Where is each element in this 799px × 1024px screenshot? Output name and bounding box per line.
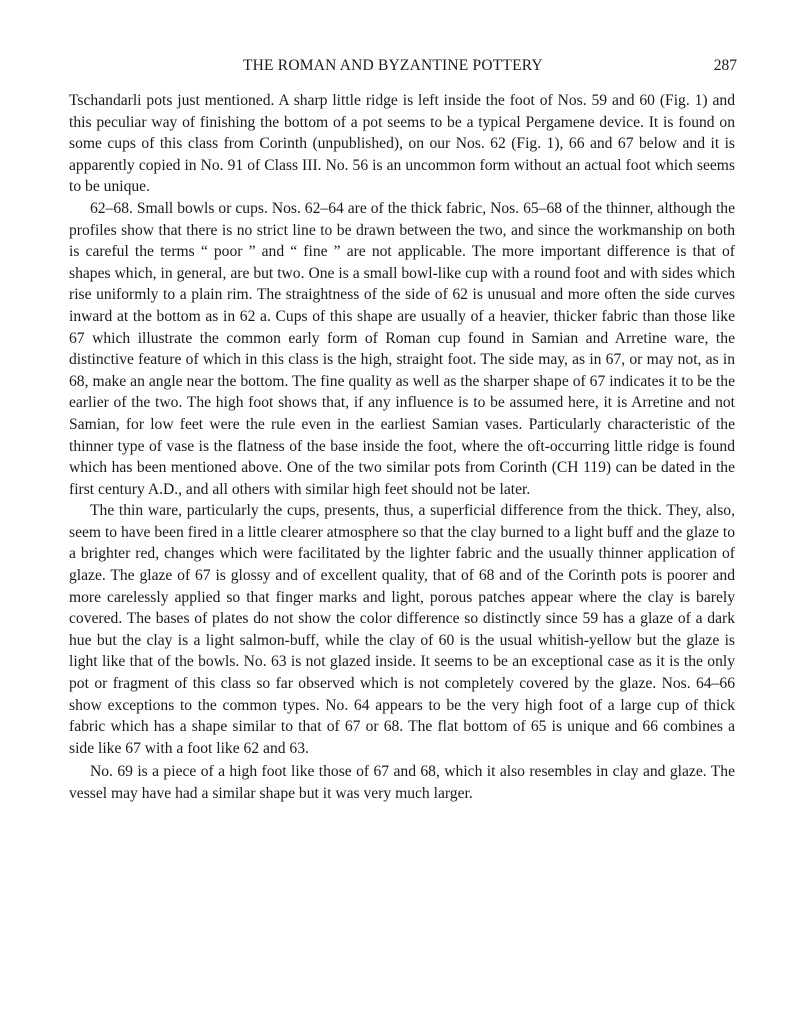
running-title: THE ROMAN AND BYZANTINE POTTERY (243, 57, 543, 74)
paragraph-no-69: No. 69 is a piece of a high foot like those of 67 and 68, which it also resembles in clay and glaze. The vessel may have had a similar shape but it was very much larger. (69, 763, 735, 802)
paragraph-thin-ware: The thin ware, particularly the cups, presents, thus, a superficial difference from the thick. They, also, seem to have been fired in a little clearer atmosphere so that the clay burned to a light buff and the glaze to a brighter red, changes which were facilitated by the lighter fabric and the usually thinner application of glaze. The glaze of 67 is glossy and of excellent quality, that of 68 and of the Corinth pots is poorer and more carelessly applied so that finger marks and light, porous patches appear where the clay is barely covered. The bases of plates do not show the color difference so distinctly since 59 has a glaze of a dark hue but the clay is a light salmon-buff, while the clay of 60 is the usual whitish-yellow but the glaze is light like that of the bowls. No. 63 is not glazed inside. It seems to be an exceptional case as it is the only pot or fragment of this class so far observed which is not completely covered by the glaze. Nos. 64–66 show exceptions to the common types. No. 64 appears to be the very high foot of a large cup of thick fabric which has a shape similar to that of 67 or 68. The flat bottom of 65 is unique and 66 combines a side like 67 with a foot like 62 and 63. (69, 502, 735, 757)
body-text (69, 90, 735, 805)
paragraph-continuation: Tschandarli pots just mentioned. A sharp little ridge is left inside the foot of Nos. 59 and 60 (Fig. 1) and this peculiar way of finishing the bottom of a pot seems to be a typical Pergamene device. It is found on some cups of this class from Corinth (unpublished), on our Nos. 62 (Fig. 1), 66 and 67 below and it is apparently copied in No. 91 of Class III. No. 56 is an uncommon form without an actual foot which seems to be unique. (69, 92, 735, 196)
paragraph-small-bowls: 62–68. Small bowls or cups. Nos. 62–64 are of the thick fabric, Nos. 65–68 of the thinner, although the profiles show that there is no strict line to be drawn between the two, and since the workmanship on both is careful the terms “ poor ” and “ fine ” are not applicable. The more important difference is that of shapes which, in general, are but two. One is a small bowl-like cup with a round foot and with sides which rise uniformly to a plain rim. The straightness of the side of 62 is unusual and more often the side curves inward at the bottom as in 62 a. Cups of this shape are usually of a heavier, thicker fabric than those like 67 which illustrate the common early form of Roman cup found in Samian and Arretine ware, the distinctive feature of which in this class is the high, straight foot. The side may, as in 67, or may not, as in 68, make an angle near the bottom. The fine quality as well as the sharper shape of 67 indicates it to be the earlier of the two. The high foot shows that, if any influence is to be assumed here, it is Arretine and not Samian, for low feet were the rule even in the earliest Samian vases. Particularly characteristic of the thinner type of vase is the flatness of the base inside the foot, where the oft-occurring little ridge is found which has been mentioned above. One of the two similar pots from Corinth (CH 119) can be dated in the first century A.D., and all others with similar high feet should not be later. (69, 199, 735, 498)
page-number: 287 (713, 57, 737, 74)
